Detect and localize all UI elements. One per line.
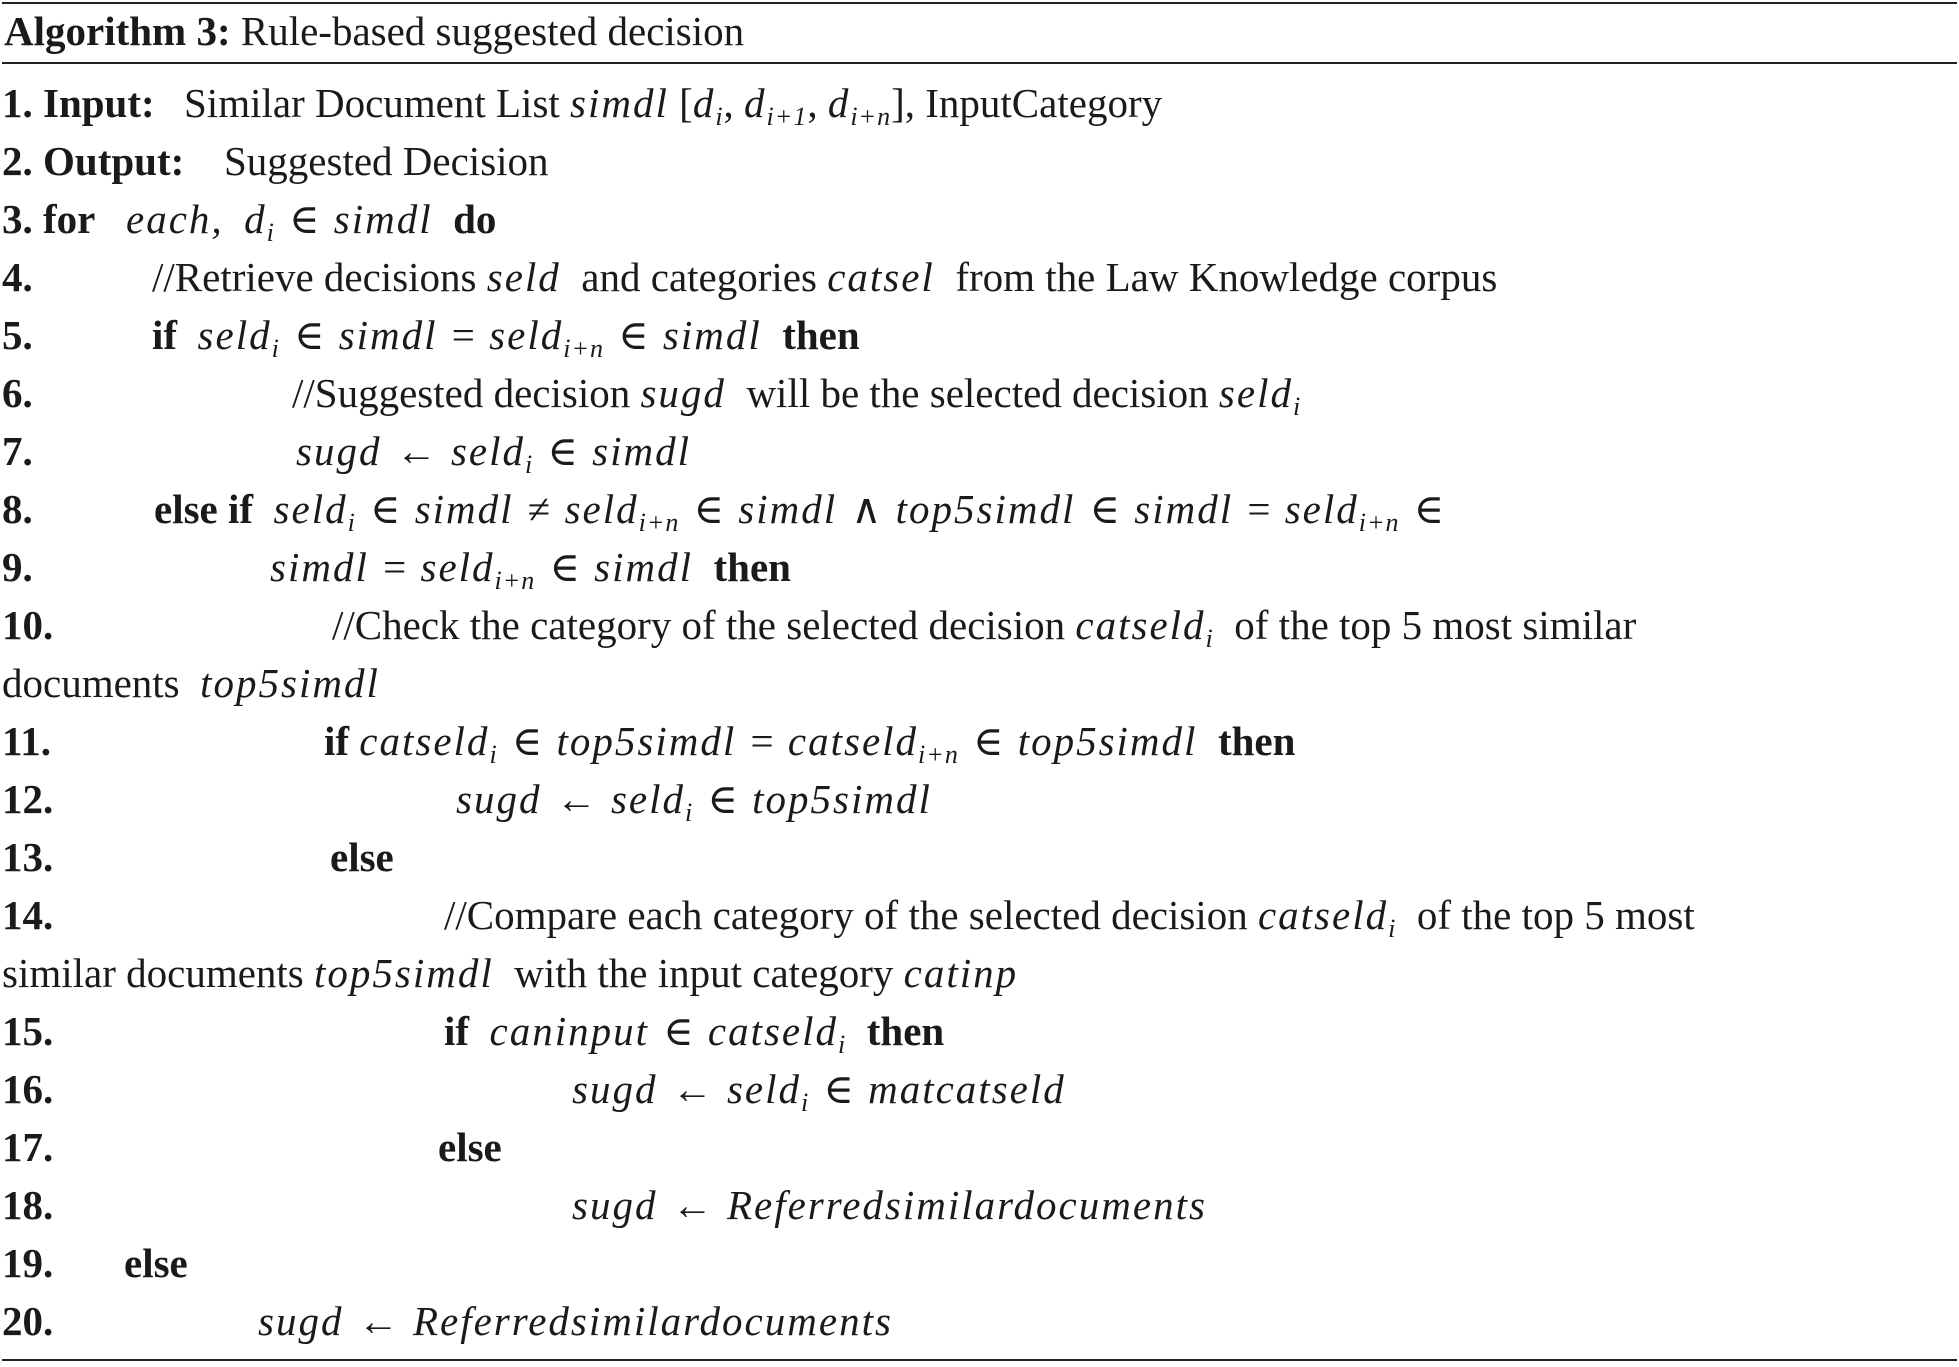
- math-var: seld$_{i+n}$: [564, 486, 680, 537]
- algo-line-16: [2, 1060, 1066, 1118]
- algo-line-1: [2, 74, 1163, 132]
- element-of-symbol: ∈: [549, 544, 580, 590]
- math-var: seld$_i$: [726, 1066, 810, 1117]
- line-number: 16.: [2, 1066, 54, 1112]
- line-number: 19.: [2, 1240, 54, 1286]
- math-var: seld$_{i+n}$: [1284, 486, 1400, 537]
- math-var: catseld$_i$: [359, 718, 498, 769]
- line-number: 17.: [2, 1124, 54, 1170]
- math-var: top5simdl: [314, 950, 494, 996]
- math-var: $d_{i+n}$: [827, 80, 892, 131]
- text: InputCategory: [925, 80, 1163, 126]
- algo-line-4: [2, 248, 1498, 306]
- math-var: catseld$_i$: [1075, 602, 1214, 653]
- math-var: simdl: [270, 544, 369, 590]
- line-number: 11.: [2, 718, 51, 764]
- top-rule: [2, 2, 1957, 4]
- comment-text: //Compare each category of the selected decision: [444, 892, 1248, 938]
- math-var: seld$_i$: [610, 776, 694, 827]
- math-var: sugd: [572, 1182, 658, 1228]
- element-of-symbol: ∈: [707, 776, 738, 822]
- algo-line-14: [2, 886, 1695, 944]
- line-content: [296, 422, 691, 480]
- element-of-symbol: ∈: [693, 486, 724, 532]
- algo-line-15: [2, 1002, 945, 1060]
- math-var: seld$_i$: [197, 312, 280, 363]
- keyword: if: [324, 718, 350, 764]
- math-var: $d_i$: [244, 196, 275, 247]
- algo-line-6: [2, 364, 1302, 422]
- line-content: [126, 190, 496, 248]
- math-var: top5simdl: [200, 660, 380, 706]
- line-content: Similar Document List simdl [$d_i$, $d_{i+1}$, $d_{i+n}$], InputCategory: [184, 80, 1163, 131]
- math-var: top5simdl: [895, 486, 1076, 532]
- math-var: catseld$_i$: [1257, 892, 1397, 943]
- keyword: if: [444, 1008, 470, 1054]
- algo-line-10-continued: [2, 654, 380, 712]
- element-of-symbol: ∈: [370, 486, 401, 532]
- element-of-symbol: ∈: [547, 428, 578, 474]
- math-var: Referredsimilardocuments: [726, 1182, 1207, 1228]
- algo-line-9: [2, 538, 791, 596]
- algo-line-10: [2, 596, 1637, 654]
- comment-text: and categories: [581, 254, 817, 300]
- assign-arrow: ←: [395, 428, 437, 474]
- line-number: 1.: [2, 80, 33, 126]
- line-number: 8.: [2, 486, 33, 532]
- not-equal-symbol: ≠: [527, 486, 551, 532]
- assign-arrow: ←: [671, 1182, 713, 1228]
- algo-line-2: [2, 132, 549, 190]
- line-content: [258, 1292, 893, 1350]
- math-var: simdl: [570, 80, 669, 126]
- text: Similar Document List: [184, 80, 560, 126]
- line-content: [124, 1234, 188, 1292]
- algorithm-label: Algorithm 3:: [4, 8, 231, 54]
- line-number: 20.: [2, 1298, 54, 1344]
- line-number: 4.: [2, 254, 33, 300]
- comment-text: of the top 5 most similar: [1234, 602, 1637, 648]
- line-content: [154, 480, 1448, 538]
- algorithm-title: [4, 8, 744, 54]
- keyword: then: [782, 312, 860, 358]
- math-var: simdl: [414, 486, 514, 532]
- algo-line-5: [2, 306, 860, 364]
- keyword: Output:: [43, 138, 185, 184]
- line-content: [330, 828, 394, 886]
- math-var: simdl: [333, 196, 433, 242]
- algo-line-11: [2, 712, 1296, 770]
- element-of-symbol: ∈: [973, 718, 1004, 764]
- line-number: 13.: [2, 834, 54, 880]
- element-of-symbol: ∈: [1089, 486, 1120, 532]
- keyword: then: [713, 544, 791, 590]
- element-of-symbol: ∈: [294, 312, 325, 358]
- line-content: [456, 770, 932, 828]
- equals-symbol: =: [383, 544, 407, 590]
- math-var: catinp: [903, 950, 1019, 996]
- line-number: 12.: [2, 776, 54, 822]
- keyword: else: [330, 834, 394, 880]
- comment-text: //Check the category of the selected decision: [332, 602, 1066, 648]
- line-number: 10.: [2, 602, 54, 648]
- bracket: ],: [891, 80, 916, 126]
- math-var: seld$_i$: [450, 428, 534, 479]
- line-content: [152, 306, 860, 364]
- algo-line-13: [2, 828, 394, 886]
- keyword: else: [124, 1240, 188, 1286]
- line-number: 6.: [2, 370, 33, 416]
- algorithm-name: Rule-based suggested decision: [240, 8, 745, 54]
- math-var: $d_{i+1}$: [744, 80, 808, 131]
- comment-text: will be the selected decision: [746, 370, 1209, 416]
- math-var: simdl: [738, 486, 838, 532]
- line-number: 2.: [2, 138, 33, 184]
- math-var: top5simdl: [556, 718, 737, 764]
- comment-text: //Retrieve decisions: [152, 254, 477, 300]
- keyword: else: [438, 1124, 502, 1170]
- math-var: sugd: [456, 776, 542, 822]
- algo-line-8: [2, 480, 1445, 538]
- keyword: then: [1217, 718, 1296, 764]
- algo-line-20: [2, 1292, 893, 1350]
- line-content: [438, 1118, 502, 1176]
- line-number: 7.: [2, 428, 33, 474]
- algo-line-12: [2, 770, 932, 828]
- line-number: 14.: [2, 892, 54, 938]
- math-var: sugd: [572, 1066, 658, 1112]
- keyword: Input:: [43, 80, 155, 126]
- bottom-rule: [2, 1359, 1957, 1361]
- equals-symbol: =: [1247, 486, 1271, 532]
- math-var: caninput: [489, 1008, 650, 1054]
- algo-line-7: [2, 422, 691, 480]
- element-of-symbol: ∈: [289, 196, 320, 242]
- line-content: [332, 596, 1636, 654]
- keyword: for: [43, 196, 96, 242]
- bracket: [: [679, 80, 693, 126]
- algo-line-19: [2, 1234, 188, 1292]
- math-var: catseld$_i$: [707, 1008, 847, 1059]
- element-of-symbol: ∈: [1413, 486, 1445, 532]
- line-number: 3.: [2, 196, 33, 242]
- math-var: matcatseld: [868, 1066, 1066, 1112]
- element-of-symbol: ∈: [511, 718, 543, 764]
- element-of-symbol: ∈: [618, 312, 649, 358]
- line-content: [444, 1002, 944, 1060]
- assign-arrow: ←: [357, 1298, 399, 1344]
- math-var: top5simdl: [752, 776, 932, 822]
- comment-text: documents: [2, 660, 180, 706]
- math-var: seld: [486, 254, 561, 300]
- line-number: 9.: [2, 544, 33, 590]
- element-of-symbol: ∈: [823, 1066, 854, 1112]
- line-content: [572, 1176, 1207, 1234]
- comment-text: from the Law Knowledge corpus: [955, 254, 1498, 300]
- math-var: simdl: [594, 544, 694, 590]
- math-var: catsel: [827, 254, 935, 300]
- assign-arrow: ←: [671, 1066, 713, 1112]
- math-var: top5simdl: [1017, 718, 1198, 764]
- line-content: [270, 538, 791, 596]
- equals-symbol: =: [451, 312, 475, 358]
- algo-line-18: [2, 1176, 1207, 1234]
- math-var: each,: [126, 196, 224, 242]
- math-var: seld$_i$: [1218, 370, 1302, 421]
- math-var: seld$_{i+n}$: [489, 312, 604, 363]
- line-content: [444, 886, 1695, 944]
- equals-symbol: =: [750, 718, 774, 764]
- algo-line-3: [2, 190, 497, 248]
- math-var: sugd: [640, 370, 726, 416]
- math-var: seld$_{i+n}$: [420, 544, 536, 595]
- math-var: seld$_i$: [273, 486, 356, 537]
- line-content: [324, 712, 1295, 770]
- math-var: simdl: [338, 312, 438, 358]
- math-var: sugd: [258, 1298, 344, 1344]
- math-var: sugd: [296, 428, 382, 474]
- comment-text: with the input category: [514, 950, 894, 996]
- line-number: 15.: [2, 1008, 54, 1054]
- line-content: [292, 364, 1301, 422]
- keyword: then: [866, 1008, 945, 1054]
- math-var: simdl: [662, 312, 762, 358]
- line-content: [152, 248, 1497, 306]
- assign-arrow: ←: [555, 776, 597, 822]
- math-var: catseld$_{i+n}$: [787, 718, 959, 769]
- comment-text: similar documents: [2, 950, 304, 996]
- and-symbol: ∧: [851, 486, 882, 532]
- keyword: do: [453, 196, 497, 242]
- comment-text: //Suggested decision: [292, 370, 631, 416]
- algo-line-17: [2, 1118, 502, 1176]
- comment-text: of the top 5 most: [1416, 892, 1695, 938]
- text: Suggested Decision: [224, 138, 549, 184]
- keyword: if: [152, 312, 178, 358]
- math-var: simdl: [592, 428, 691, 474]
- keyword: else if: [154, 486, 254, 532]
- line-number: 5.: [2, 312, 33, 358]
- header-rule: [2, 62, 1957, 64]
- line-content: [224, 132, 549, 190]
- math-var: Referredsimilardocuments: [412, 1298, 893, 1344]
- line-content: [572, 1060, 1066, 1118]
- math-var: simdl: [1134, 486, 1234, 532]
- element-of-symbol: ∈: [663, 1008, 694, 1054]
- line-number: 18.: [2, 1182, 54, 1228]
- math-var: $d_i$: [692, 80, 724, 131]
- algo-line-14-continued: [2, 944, 1018, 1002]
